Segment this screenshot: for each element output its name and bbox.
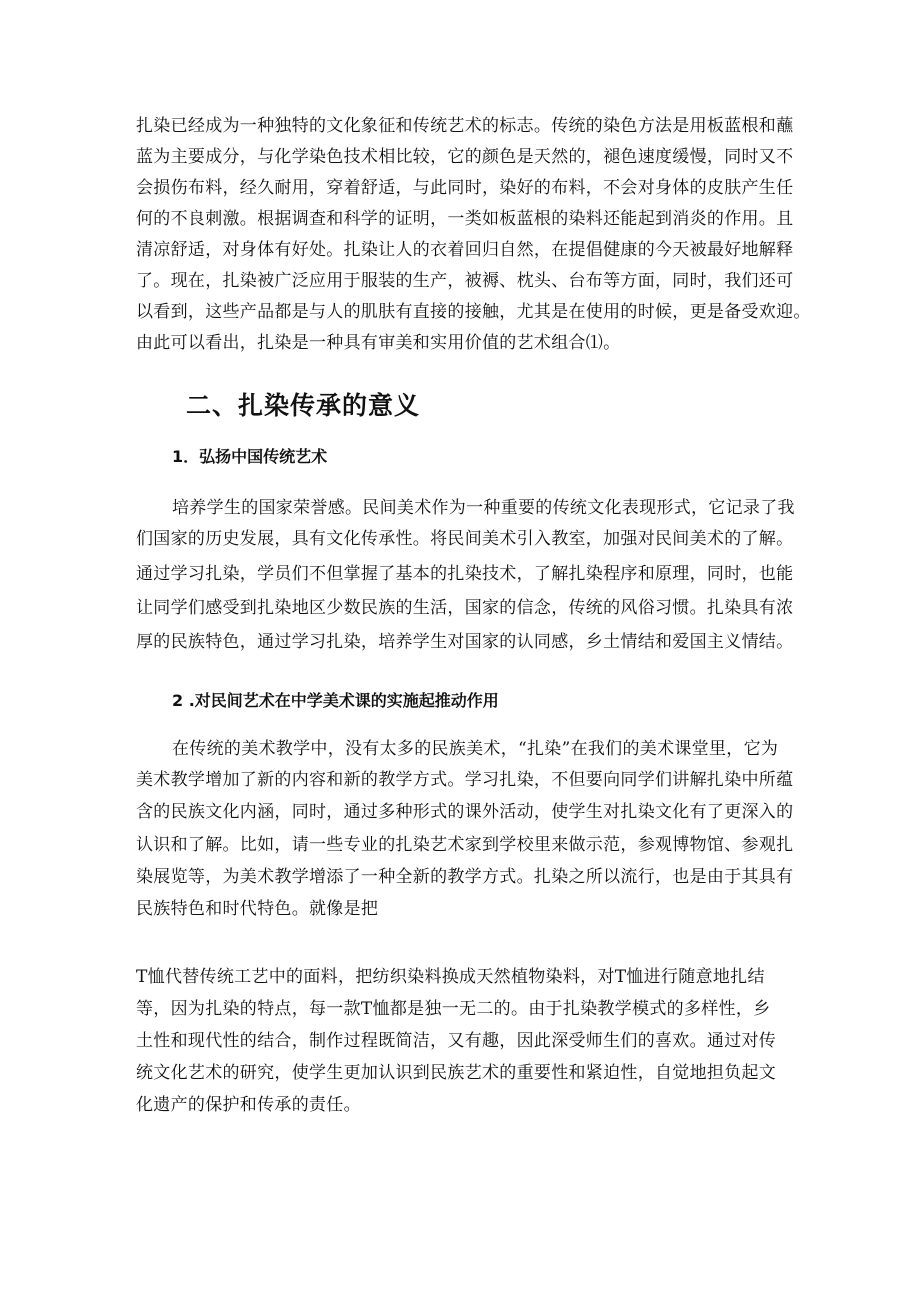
paragraph-line: 扎染已经成为一种独特的文化象征和传统艺术的标志。传统的染色方法是用板蓝根和蘸 — [136, 116, 794, 136]
paragraph-line: 清凉舒适，对身体有好处。扎染让人的衣着回归自然，在提倡健康的今天被最好地解释 — [136, 240, 794, 260]
paragraph-line: 了。现在，扎染被广泛应用于服装的生产，被褥、枕头、台布等方面，同时，我们还可 — [136, 271, 794, 291]
paragraph-line: 厚的民族特色，通过学习扎染，培养学生对国家的认同感，乡土情结和爱国主义情结。 — [136, 632, 794, 652]
paragraph-line: 通过学习扎染，学员们不但掌握了基本的扎染技术，了解扎染程序和原理，同时，也能 — [136, 564, 794, 584]
paragraph-line: T恤代替传统工艺中的面料，把纺织染料换成天然植物染料，对T恤进行随意地扎结 — [136, 967, 765, 987]
paragraph-line: 民族特色和时代特色。就像是把 — [136, 899, 379, 919]
paragraph-line: 由此可以看出，扎染是一种具有审美和实用价值的艺术组合⑴。 — [136, 333, 621, 353]
paragraph-line: 们国家的历史发展，具有文化传承性。将民间美术引入教室，加强对民间美术的了解。 — [136, 529, 794, 549]
paragraph-line: 会损伤布料，经久耐用，穿着舒适，与此同时，染好的布料，不会对身体的皮肤产生任 — [136, 178, 794, 198]
paragraph-line: 染展览等，为美术教学增添了一种全新的教学方式。扎染之所以流行，也是由于其具有 — [136, 867, 794, 887]
paragraph-line: 让同学们感受到扎染地区少数民族的生活，国家的信念，传统的风俗习惯。扎染具有浓 — [136, 598, 794, 618]
subsection-2-heading: 2 .对民间艺术在中学美术课的实施起推动作用 — [172, 691, 499, 710]
paragraph-line: 统文化艺术的研究，使学生更加认识到民族艺术的重要性和紧迫性，自觉地担负起文 — [136, 1063, 777, 1083]
paragraph-line: 何的不良刺激。根据调查和科学的证明，一类如板蓝根的染料还能起到消炎的作用。且 — [136, 209, 794, 229]
paragraph-line: 等，因为扎染的特点，每一款T恤都是独一无二的。由于扎染教学模式的多样性，乡 — [136, 999, 771, 1019]
paragraph-line: 以看到，这些产品都是与人的肌肤有直接的接触，尤其是在使用的时候，更是备受欢迎。 — [136, 302, 811, 322]
paragraph-line: 培养学生的国家荣誉感。民间美术作为一种重要的传统文化表现形式，它记录了我 — [172, 498, 795, 518]
section-heading: 二、扎染传承的意义 — [186, 391, 421, 420]
paragraph-line: 认识和了解。比如，请一些专业的扎染艺术家到学校里来做示范，参观博物馆、参观扎 — [136, 835, 794, 855]
paragraph-line: 蓝为主要成分，与化学染色技术相比较，它的颜色是天然的，褪色速度缓慢，同时又不 — [136, 147, 794, 167]
paragraph-line: 化遗产的保护和传承的责任。 — [136, 1095, 361, 1115]
subsection-1-heading: 1．弘扬中国传统艺术 — [172, 447, 328, 466]
paragraph-line: 含的民族文化内涵，同时，通过多种形式的课外活动，使学生对扎染文化有了更深入的 — [136, 802, 794, 822]
paragraph-line: 土性和现代性的结合，制作过程既简洁，又有趣，因此深受师生们的喜欢。通过对传 — [136, 1031, 777, 1051]
paragraph-line: 在传统的美术教学中，没有太多的民族美术，“扎染”在我们的美术课堂里，它为 — [172, 739, 779, 759]
paragraph-line: 美术教学增加了新的内容和新的教学方式。学习扎染，不但要向同学们讲解扎染中所蕴 — [136, 770, 794, 790]
